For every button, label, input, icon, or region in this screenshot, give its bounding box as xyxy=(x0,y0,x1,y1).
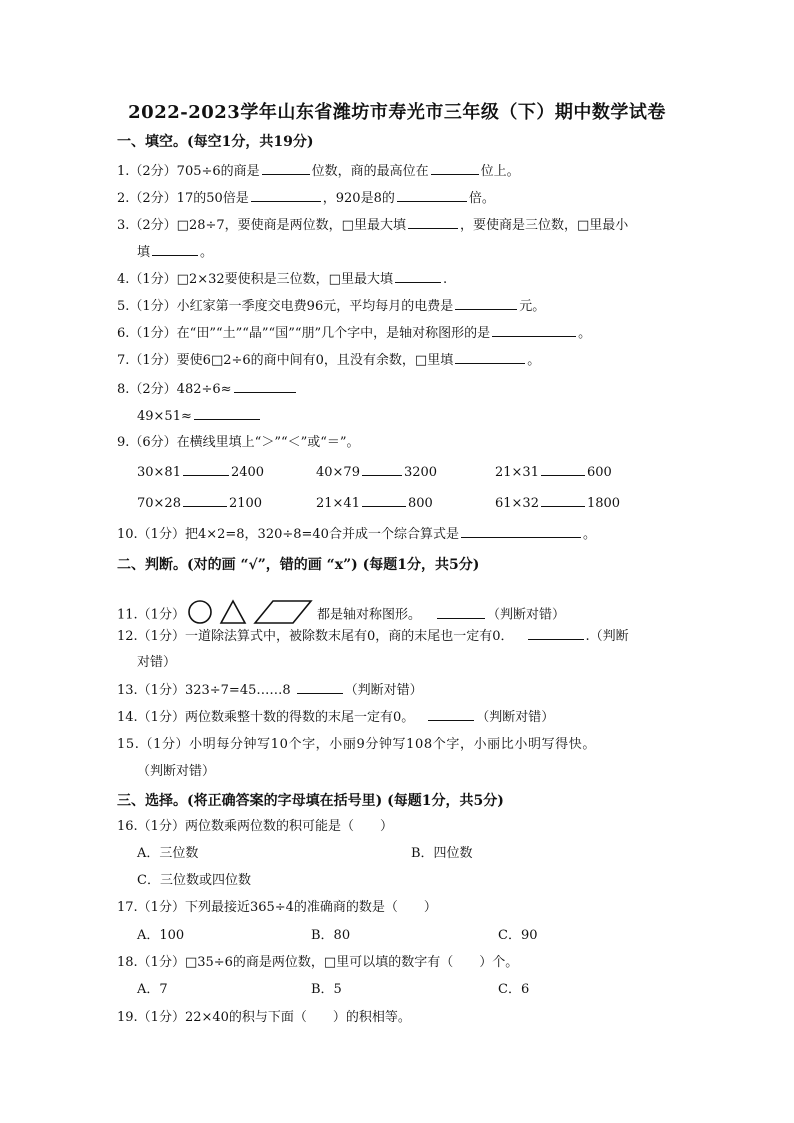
shapes-svg xyxy=(187,598,315,626)
section-fill-blank-heading: 一、填空。(每空1分，共19分) xyxy=(117,134,314,150)
section-multiple-choice-heading: 三、选择。(将正确答案的字母填在括号里) (每题1分，共5分) xyxy=(117,793,504,809)
circle-shape-icon xyxy=(189,601,211,623)
question-14: 14.（1分）两位数乘整十数的得数的末尾一定有0。 （判断对错） xyxy=(117,710,555,725)
answer-blank[interactable] xyxy=(152,243,198,256)
question-15-continued: （判断对错） xyxy=(137,764,216,779)
answer-blank[interactable] xyxy=(492,324,576,337)
q16-option-c[interactable]: C．三位数或四位数 xyxy=(137,873,251,888)
answer-blank[interactable] xyxy=(362,494,406,507)
question-15: 15.（1分）小明每分钟写10个字，小丽9分钟写108个字，小丽比小明写得快。 xyxy=(117,737,596,752)
q18-option-c[interactable]: C．6 xyxy=(498,982,530,997)
answer-blank[interactable] xyxy=(455,351,525,364)
answer-blank[interactable] xyxy=(262,162,310,175)
question-5: 5.（1分）小红家第一季度交电费96元，平均每月的电费是 元。 xyxy=(117,299,546,314)
q16-option-a[interactable]: A．三位数 xyxy=(137,846,199,861)
compare-item-6: 61×32 1800 xyxy=(495,496,621,511)
compare-item-3: 21×31 600 xyxy=(495,465,612,480)
answer-blank[interactable] xyxy=(183,463,229,476)
triangle-shape-icon xyxy=(221,601,245,623)
answer-blank[interactable] xyxy=(194,407,260,420)
question-1: 1.（2分）705÷6的商是 位数，商的最高位在 位上。 xyxy=(117,164,520,179)
section-true-false-heading: 二、判断。(对的画 “√”，错的画 “x”) (每题1分，共5分) xyxy=(117,557,480,573)
compare-item-5: 21×41 800 xyxy=(316,496,433,511)
answer-blank[interactable] xyxy=(183,494,227,507)
question-4: 4.（1分）□2×32要使积是三位数，□里最大填 . xyxy=(117,272,448,287)
parallelogram-shape-icon xyxy=(255,601,311,623)
answer-blank[interactable] xyxy=(541,463,585,476)
question-8-part-2: 49×51≈ xyxy=(137,407,262,426)
q17-option-a[interactable]: A．100 xyxy=(137,928,185,943)
q18-option-a[interactable]: A．7 xyxy=(137,982,168,997)
question-17: 17.（1分）下列最接近365÷4的准确商的数是（ ） xyxy=(117,900,437,915)
answer-blank[interactable] xyxy=(362,463,402,476)
answer-blank[interactable] xyxy=(455,297,517,310)
compare-item-4: 70×28 2100 xyxy=(137,496,263,511)
q16-option-b[interactable]: B．四位数 xyxy=(411,846,473,861)
answer-blank[interactable] xyxy=(431,162,479,175)
question-16: 16.（1分）两位数乘两位数的积可能是（ ） xyxy=(117,819,393,834)
question-12: 12.（1分）一道除法算式中，被除数末尾有0，商的末尾也一定有0． .（判断 xyxy=(117,629,629,644)
question-10: 10.（1分）把4×2=8，320÷8=40合并成一个综合算式是 。 xyxy=(117,527,596,542)
page-title: 2022-2023学年山东省潍坊市寿光市三年级（下）期中数学试卷 xyxy=(128,102,666,123)
answer-blank[interactable] xyxy=(397,189,467,202)
q18-option-b[interactable]: B．5 xyxy=(311,982,342,997)
compare-item-2: 40×79 3200 xyxy=(316,465,438,480)
answer-blank[interactable] xyxy=(408,216,458,229)
question-11: 11.（1分） 都是轴对称图形。 （判断对错） xyxy=(117,598,565,632)
question-3-continued: 填 。 xyxy=(137,245,214,260)
question-3: 3.（2分）□28÷7，要使商是两位数，□里最大填 ，要使商是三位数，□里最小 xyxy=(117,218,629,233)
answer-blank[interactable] xyxy=(437,606,485,619)
compare-item-1: 30×81 2400 xyxy=(137,465,265,480)
answer-blank[interactable] xyxy=(461,525,581,538)
q17-option-b[interactable]: B．80 xyxy=(311,928,351,943)
answer-blank[interactable] xyxy=(541,494,585,507)
question-8: 8.（2分）482÷6≈ xyxy=(117,380,298,399)
question-7: 7.（1分）要使6□2÷6的商中间有0，且没有余数，□里填 。 xyxy=(117,353,541,368)
answer-blank[interactable] xyxy=(528,627,584,640)
q17-option-c[interactable]: C．90 xyxy=(498,928,538,943)
answer-blank[interactable] xyxy=(428,708,474,721)
question-19: 19.（1分）22×40的积与下面（ ）的积相等。 xyxy=(117,1010,411,1025)
answer-blank[interactable] xyxy=(395,270,441,283)
question-6: 6.（1分）在“田”“土”“晶”“国”“朋”几个字中，是轴对称图形的是 。 xyxy=(117,326,592,341)
answer-blank[interactable] xyxy=(251,189,321,202)
question-2: 2.（2分）17的50倍是 ，920是8的 倍。 xyxy=(117,191,495,206)
question-18: 18.（1分）□35÷6的商是两位数，□里可以填的数字有（ ）个。 xyxy=(117,955,519,970)
question-9: 9.（6分）在横线里填上“＞”“＜”或“＝”。 xyxy=(117,435,360,450)
answer-blank[interactable] xyxy=(297,681,343,694)
question-13: 13.（1分）323÷7=45……8 （判断对错） xyxy=(117,683,423,698)
answer-blank[interactable] xyxy=(234,380,296,393)
question-12-continued: 对错） xyxy=(137,655,177,670)
